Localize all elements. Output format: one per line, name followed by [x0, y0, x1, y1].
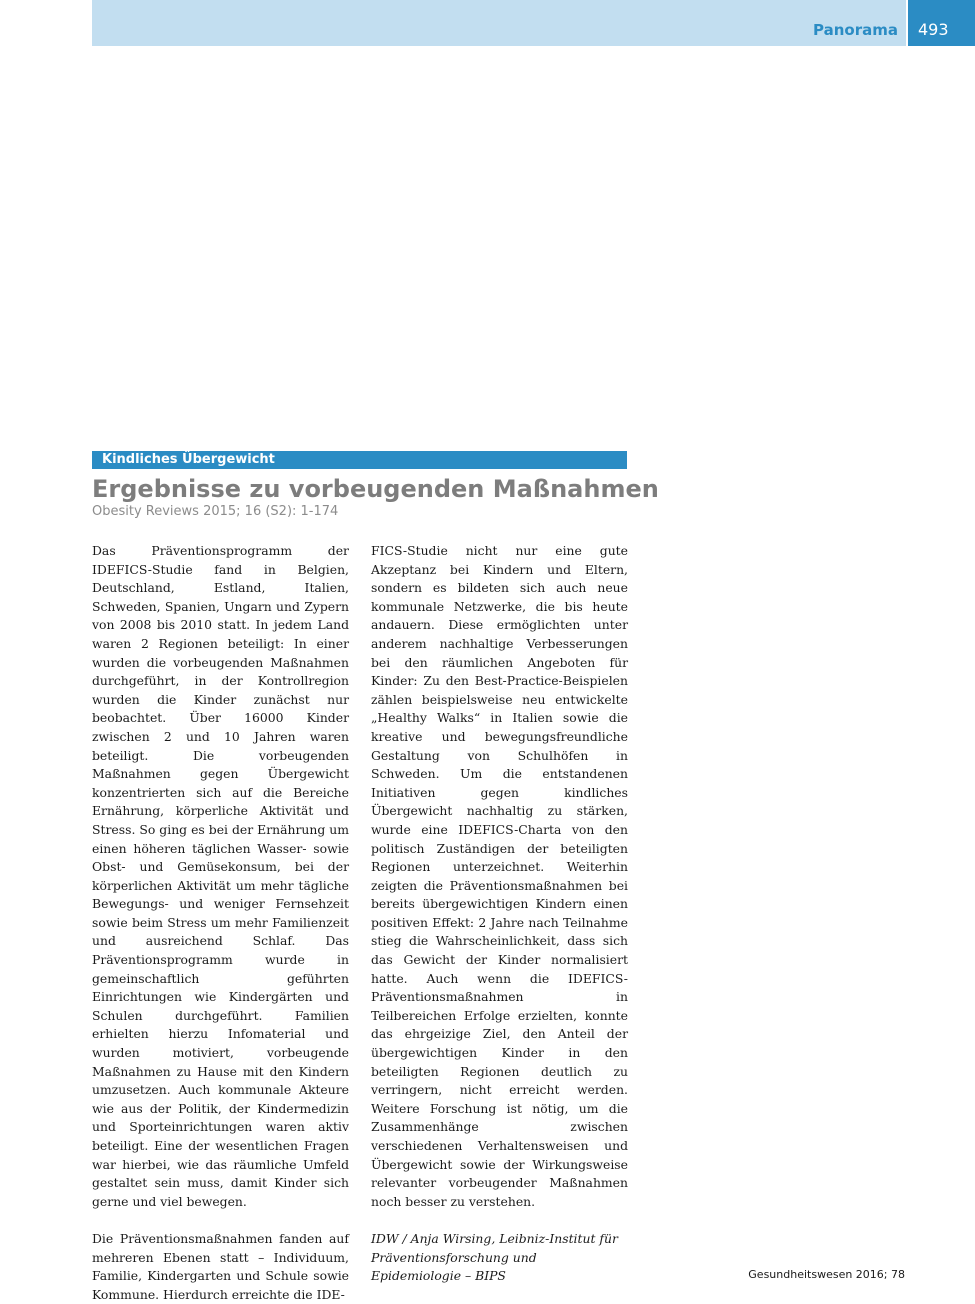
- left-column: [92, 542, 349, 1304]
- body-paragraph: Die Präventionsmaßnahmen fanden auf mehreren Ebenen statt – Individuum, Familie, Kindergarten und Schule sowie Kommune. Hierdurch erreichte die IDE-: [92, 1230, 349, 1302]
- article-title: Ergebnisse zu vorbeugenden Maßnahmen: [92, 475, 659, 503]
- article-source: Obesity Reviews 2015; 16 (S2): 1-174: [92, 504, 339, 519]
- article-category: Kindliches Übergewicht: [102, 452, 275, 467]
- section-name: Panorama: [813, 21, 898, 39]
- right-column: [371, 542, 628, 1286]
- page-number: 493: [918, 20, 949, 39]
- page-number-box: [908, 0, 975, 46]
- body-paragraph: Das Präventionsprogramm der IDEFICS-Studie fand in Belgien, Deutschland, Estland, Italien, Schweden, Spanien, Ungarn und Zypern von 2008 bis 2010 statt. In jedem Land waren 2 Regionen beteiligt: In einer wurden die vorbeugenden Maßnahmen durchgeführt, in der Kontrollregion wurden die Kinder zunächst nur beobachtet. Über 16000 Kinder zwischen 2 und 10 Jahren waren beteiligt. Die vorbeugenden Maßnahmen gegen Übergewicht konzentrierten sich auf die Bereiche Ernährung, körperliche Aktivität und Stress. So ging es bei der Ernährung um einen höheren täglichen Wasser- sowie Obst- und Gemüsekonsum, bei der körperlichen Aktivität um mehr tägliche Bewegungs- und weniger Fernsehzeit sowie beim Stress um mehr Familienzeit und ausreichend Schlaf. Das Präventionsprogramm wurde in gemeinschaftlich geführten Einrichtungen wie Kindergärten und Schulen durchgeführt. Familien erhielten hierzu Infomaterial und wurden motiviert, vorbeugende Maßnahmen zu Hause mit den Kindern umzusetzen. Auch kommunale Akteure wie aus der Politik, der Kindermedizin und Sporteinrichtungen waren aktiv beteiligt. Eine der wesentlichen Fragen war hierbei, wie das räumliche Umfeld gestaltet sein muss, damit Kinder sich gerne und viel bewegen.: [92, 543, 349, 1209]
- journal-citation: Gesundheitswesen 2016; 78: [748, 1268, 905, 1281]
- author-credit: IDW / Anja Wirsing, Leibniz-Institut für Präventionsforschung und Epidemiologie – BIPS: [371, 1230, 618, 1284]
- running-header-bar: [92, 0, 906, 46]
- article-category-bar: [92, 451, 627, 469]
- body-paragraph: FICS-Studie nicht nur eine gute Akzeptanz bei Kindern und Eltern, sondern es bildeten sich auch neue kommunale Netzwerke, die bis heute andauern. Diese ermöglichten unter anderem nachhaltige Verbesserungen bei den räumlichen Angeboten für Kinder: Zu den Best-Practice-Beispielen zählen beispielsweise neu entwickelte „Healthy Walks“ in Italien sowie die kreative und bewegungsfreundliche Gestaltung von Schulhöfen in Schweden. Um die entstandenen Initiativen gegen kindliches Übergewicht nachhaltig zu stärken, wurde eine IDEFICS-Charta von den politisch Zuständigen der beteiligten Regionen unterzeichnet. Weiterhin zeigten die Präventionsmaßnahmen bei bereits übergewichtigen Kindern einen positiven Effekt: 2 Jahre nach Teilnahme stieg die Wahrscheinlichkeit, dass sich das Gewicht der Kinder normalisiert hatte. Auch wenn die IDEFICS-Präventionsmaßnahmen in Teilbereichen Erfolge erzielten, konnte das ehrgeizige Ziel, den Anteil der übergewichtigen Kinder in den beteiligten Regionen deutlich zu verringern, nicht erreicht werden. Weitere Forschung ist nötig, um die Zusammenhänge zwischen verschiedenen Verhaltensweisen und Übergewicht sowie der Wirkungsweise relevanter vorbeugender Maßnahmen noch besser zu verstehen.: [371, 543, 628, 1209]
